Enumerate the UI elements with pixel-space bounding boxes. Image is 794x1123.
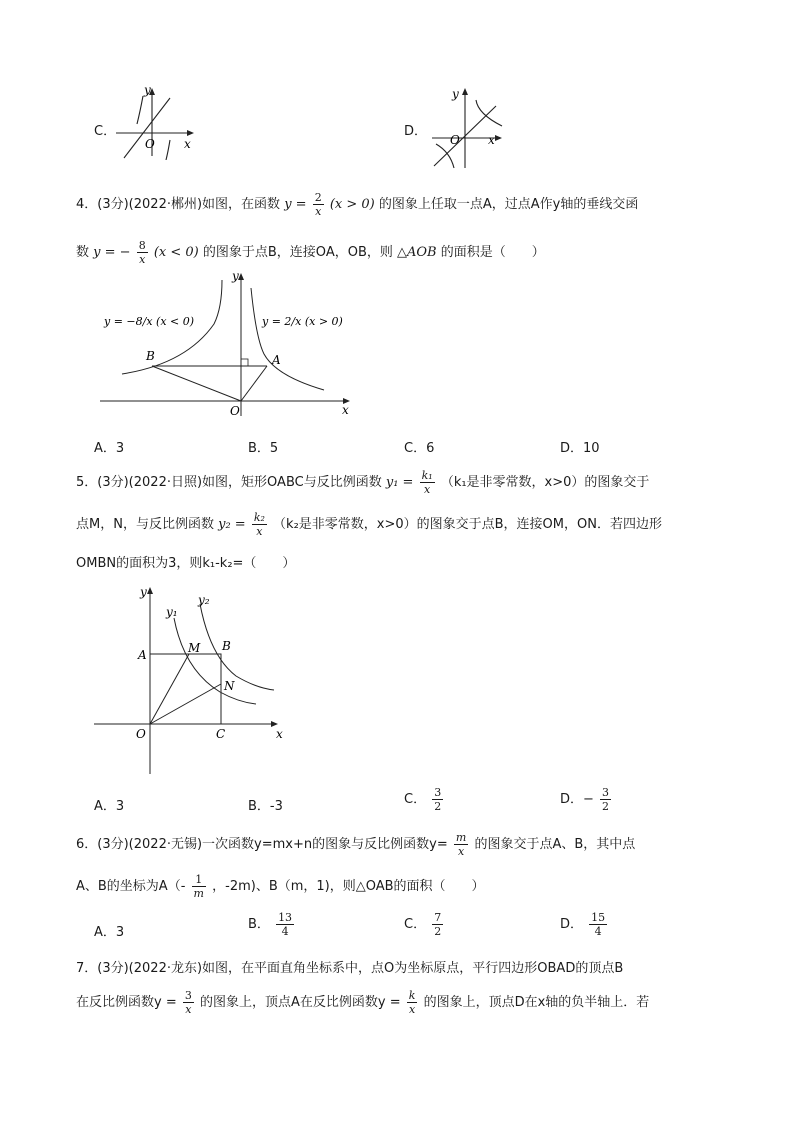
q7-fraction-2 xyxy=(407,990,418,1015)
q5-option-c-num: 3 xyxy=(434,786,442,799)
q6-line-1 xyxy=(76,832,635,857)
q5-point-c: C xyxy=(216,727,226,741)
q7-d2: x xyxy=(408,1003,416,1016)
q5-option-c-den: 2 xyxy=(434,800,442,813)
q5-line1-b: （k₁是非零常数，x>0）的图象交于 xyxy=(440,475,650,490)
q5-line2-a: 点M，N，与反比例函数 xyxy=(76,517,214,532)
q6-option-b-fraction xyxy=(276,912,294,937)
q3-c-y-label: y xyxy=(144,83,151,97)
q6-x: x xyxy=(457,845,465,858)
q6-line-2 xyxy=(76,874,485,899)
q4-option-a[interactable]: A．3 xyxy=(94,441,125,456)
q4-prefix: 4．(3分)(2022·郴州)如图，在函数 xyxy=(76,197,281,212)
q7-d1: x xyxy=(185,1003,192,1016)
q5-option-c-label: C． xyxy=(404,792,427,807)
q7-n1: 3 xyxy=(184,989,192,1002)
q6-option-d-num: 15 xyxy=(591,911,606,924)
q3-option-d-label[interactable]: D． xyxy=(404,124,428,139)
q5-y1: y₁ = xyxy=(385,475,414,490)
q5-option-d[interactable] xyxy=(560,787,613,812)
q4-f2-fraction xyxy=(137,240,148,265)
q5-point-a: A xyxy=(138,648,147,662)
q4-left-curve-label: y = −8/x (x < 0) xyxy=(104,315,195,328)
q4-graph xyxy=(96,268,358,420)
q4-mid-1: 的图象上任取一点A，过点A作y轴的垂线交函 xyxy=(378,197,639,212)
q4-y-label: y xyxy=(232,269,239,283)
q4-f1-fraction xyxy=(313,192,324,217)
q4-line2-start: 数 xyxy=(76,245,90,260)
q5-option-d-label: D．− xyxy=(560,792,594,807)
q6-option-d-fraction xyxy=(589,912,607,937)
q5-point-b: B xyxy=(222,639,231,653)
q4-option-d[interactable]: D．10 xyxy=(560,441,600,456)
q5-curve-y1: y₁ xyxy=(166,605,178,619)
q6-option-c-den: 2 xyxy=(434,925,442,938)
q5-line-2 xyxy=(76,512,662,537)
q6-option-b-num: 13 xyxy=(278,911,293,924)
q5-origin: O xyxy=(136,727,146,741)
q3-d-y-label: y xyxy=(452,87,459,101)
q6-option-c-num: 7 xyxy=(434,911,442,924)
q5-option-d-den: 2 xyxy=(602,800,610,813)
q3-c-origin-label: O xyxy=(145,137,155,151)
q4-x-label: x xyxy=(342,403,349,417)
q5-k2: k₂ xyxy=(253,511,265,524)
q6-m-over-x xyxy=(454,832,468,857)
q6-option-c-label: C． xyxy=(404,917,427,932)
q4-option-b[interactable]: B．5 xyxy=(248,441,279,456)
q3-option-c-label[interactable]: C． xyxy=(94,124,117,139)
q7-fraction-1 xyxy=(183,990,194,1015)
q4-f1-den: x xyxy=(315,205,322,218)
q4-line-1 xyxy=(76,192,638,217)
q5-graph xyxy=(88,580,288,776)
q5-y2: y₂ = xyxy=(218,517,246,532)
q4-f2-den: x xyxy=(139,253,146,266)
q4-f1-num: 2 xyxy=(314,191,322,204)
q4-point-a: A xyxy=(272,353,281,367)
q4-right-curve-label: y = 2/x (x > 0) xyxy=(262,315,343,328)
q5-point-m: M xyxy=(188,641,201,655)
q4-f1-cond: (x > 0) xyxy=(329,197,375,212)
q7-line-2 xyxy=(76,990,649,1015)
q4-point-b: B xyxy=(146,349,155,363)
q7-line2-c: 的图象上，顶点D在x轴的负半轴上．若 xyxy=(423,995,650,1010)
q6-m: m xyxy=(455,831,467,844)
q5-k1: k₁ xyxy=(421,469,433,482)
q7-line-1: 7．(3分)(2022·龙东)如图，在平面直角坐标系中，点O为坐标原点，平行四边形OBAD的顶点B xyxy=(76,961,624,976)
q5-x-label: x xyxy=(276,727,283,741)
q5-line-3: OMBN的面积为3，则k₁-k₂=（ ） xyxy=(76,556,296,571)
q6-option-c-fraction xyxy=(432,912,443,937)
q6-line2-a: A、B的坐标为A（- xyxy=(76,879,186,894)
q5-line1-a: 5．(3分)(2022·日照)如图，矩形OABC与反比例函数 xyxy=(76,475,382,490)
q5-option-d-num: 3 xyxy=(602,786,610,799)
q3-option-c-graph xyxy=(112,82,202,160)
q4-end: 的面积是（ ） xyxy=(440,245,545,260)
q7-line2-a: 在反比例函数y = xyxy=(76,995,177,1010)
q5-line2-b: （k₂是非零常数，x>0）的图象交于点B，连接OM，ON．若四边形 xyxy=(273,517,662,532)
q6-option-b[interactable] xyxy=(248,912,296,937)
q7-n2: k xyxy=(408,989,416,1002)
q4-f2-lhs: y = − xyxy=(93,245,131,260)
q6-option-b-label: B． xyxy=(248,917,270,932)
q3-option-d-graph xyxy=(428,82,512,172)
q7-line2-b: 的图象上，顶点A在反比例函数y = xyxy=(200,995,401,1010)
q5-curve-y2: y₂ xyxy=(198,593,210,607)
q5-option-a[interactable]: A．3 xyxy=(94,799,125,814)
q4-f2-num: 8 xyxy=(138,239,146,252)
q6-m2: m xyxy=(193,887,204,900)
q3-d-x-label: x xyxy=(488,133,495,147)
q5-line-1 xyxy=(76,470,649,495)
q5-option-c-fraction xyxy=(432,787,443,812)
q6-option-d-label: D． xyxy=(560,917,584,932)
q4-f1-lhs: y = xyxy=(284,197,307,212)
q6-line2-b: ，-2m)、B（m，1)，则△OAB的面积（ ） xyxy=(212,879,485,894)
q6-option-b-den: 4 xyxy=(281,925,289,938)
q3-c-x-label: x xyxy=(184,137,191,151)
q6-option-d[interactable] xyxy=(560,912,609,937)
q5-x1: x xyxy=(424,483,431,496)
q5-y-label: y xyxy=(140,585,147,599)
q5-option-d-fraction xyxy=(600,787,611,812)
q3-d-origin-label: O xyxy=(450,133,460,147)
q5-x2: x xyxy=(256,525,263,538)
q6-line1-a: 6．(3分)(2022·无锡)一次函数y=mx+n的图象与反比例函数y= xyxy=(76,837,448,852)
q5-option-b[interactable]: B．-3 xyxy=(248,799,283,814)
q5-f1-fraction xyxy=(420,470,435,495)
q6-one: 1 xyxy=(192,874,206,887)
q6-line1-b: 的图象交于点A、B，其中点 xyxy=(474,837,636,852)
q6-option-c[interactable] xyxy=(404,912,445,937)
q6-one-over-m xyxy=(192,874,206,899)
q5-f2-fraction xyxy=(252,512,267,537)
q5-point-n: N xyxy=(224,679,235,693)
q4-triangle: △AOB xyxy=(397,245,437,260)
q5-option-c[interactable] xyxy=(404,787,445,812)
q4-f2-cond: (x < 0) xyxy=(153,245,199,260)
q4-mid-2: 的图象于点B，连接OA，OB，则 xyxy=(202,245,393,260)
q6-option-d-den: 4 xyxy=(594,925,602,938)
q6-option-a[interactable]: A．3 xyxy=(94,925,125,940)
q4-origin: O xyxy=(230,404,240,418)
q4-line-2 xyxy=(76,240,545,265)
q4-option-c[interactable]: C．6 xyxy=(404,441,435,456)
